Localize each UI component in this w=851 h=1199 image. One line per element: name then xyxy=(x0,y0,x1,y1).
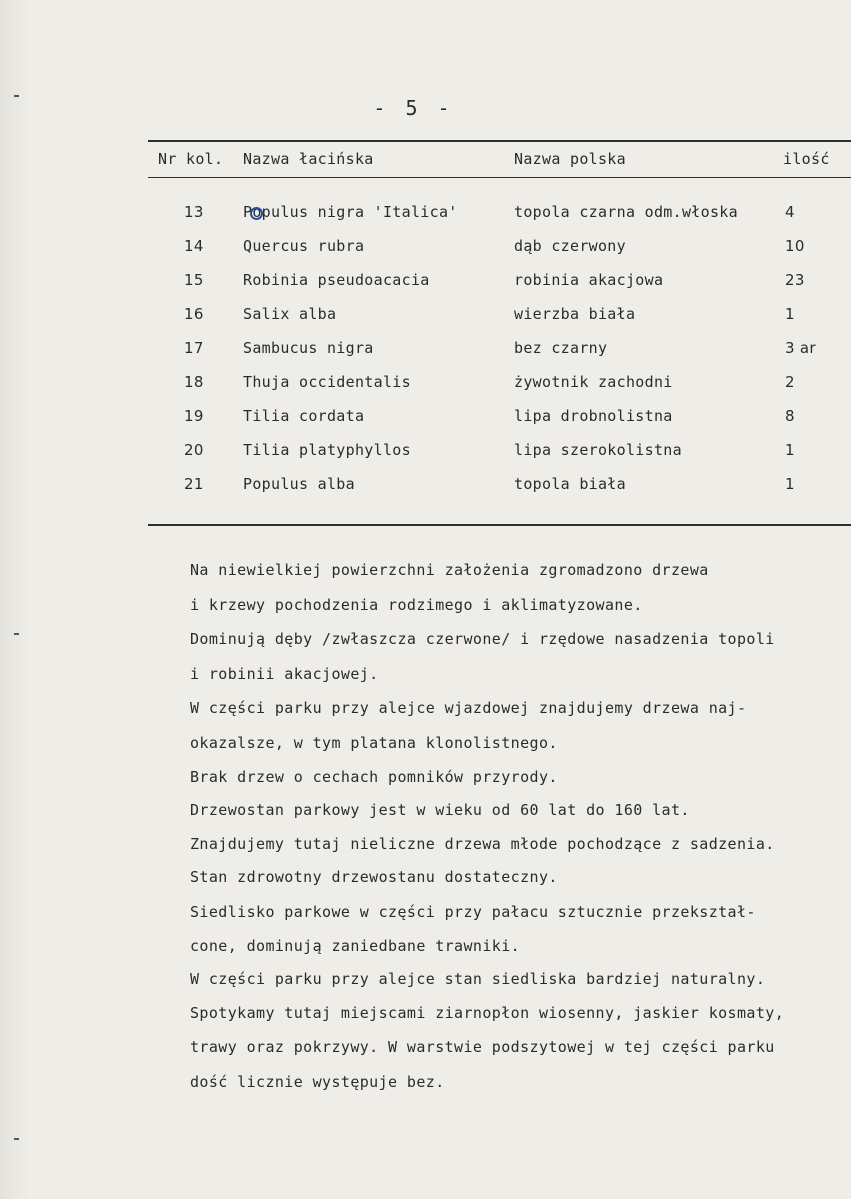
row-latin-name: Populus nigra 'Italica' xyxy=(243,203,458,221)
table-row xyxy=(0,407,851,441)
text-line: Na niewielkiej powierzchni założenia zgromadzono drzewa xyxy=(190,561,709,579)
margin-tick xyxy=(14,1138,19,1140)
text-line: Stan zdrowotny drzewostanu dostateczny. xyxy=(190,868,558,886)
table-row xyxy=(0,441,851,475)
row-nr: 20 xyxy=(184,441,204,459)
header-quantity: ilość xyxy=(783,150,830,168)
row-quantity: 2 xyxy=(785,373,795,391)
text-line: Brak drzew o cechach pomników przyrody. xyxy=(190,768,558,786)
text-line: i krzewy pochodzenia rodzimego i aklimatyzowane. xyxy=(190,596,643,614)
text-line: dość licznie występuje bez. xyxy=(190,1073,445,1091)
row-latin-name: Robinia pseudoacacia xyxy=(243,271,430,289)
row-polish-name: topola biała xyxy=(514,475,626,493)
row-polish-name: żywotnik zachodni xyxy=(514,373,673,391)
row-quantity: 1 xyxy=(785,441,795,459)
page-edge xyxy=(0,0,30,1199)
header-polish-name: Nazwa polska xyxy=(514,150,626,168)
row-polish-name: topola czarna odm.włoska xyxy=(514,203,738,221)
row-latin-name: Tilia cordata xyxy=(243,407,365,425)
row-latin-name: Populus alba xyxy=(243,475,355,493)
row-quantity: 8 xyxy=(785,407,795,425)
text-line: W części parku przy alejce wjazdowej znajdujemy drzewa naj- xyxy=(190,699,747,717)
row-quantity: 3 ar xyxy=(785,339,816,357)
text-line: Drzewostan parkowy jest w wieku od 60 lat do 160 lat. xyxy=(190,801,690,819)
text-line: Siedlisko parkowe w części przy pałacu sztucznie przekształ- xyxy=(190,903,756,921)
row-quantity: 23 xyxy=(785,271,805,289)
row-quantity: 1 xyxy=(785,475,795,493)
row-latin-name: Thuja occidentalis xyxy=(243,373,411,391)
text-line: okazalsze, w tym platana klonolistnego. xyxy=(190,734,558,752)
row-quantity: 10 xyxy=(785,237,805,255)
row-quantity: 4 xyxy=(785,203,795,221)
row-nr: 17 xyxy=(184,339,204,357)
row-nr: 16 xyxy=(184,305,204,323)
text-line: trawy oraz pokrzywy. W warstwie podszytowej w tej części parku xyxy=(190,1038,775,1056)
table-row xyxy=(0,475,851,509)
pen-correction-mark xyxy=(250,207,263,220)
row-polish-name: lipa drobnolistna xyxy=(514,407,673,425)
table-row xyxy=(0,339,851,373)
row-nr: 18 xyxy=(184,373,204,391)
text-line: Spotykamy tutaj miejscami ziarnopłon wiosenny, jaskier kosmaty, xyxy=(190,1004,785,1022)
text-line: Znajdujemy tutaj nieliczne drzewa młode pochodzące z sadzenia. xyxy=(190,835,775,853)
row-polish-name: robinia akacjowa xyxy=(514,271,664,289)
table-bottom-rule xyxy=(148,524,851,526)
table-top-rule xyxy=(148,140,851,142)
margin-tick xyxy=(14,633,19,635)
row-latin-name: Quercus rubra xyxy=(243,237,365,255)
table-header-rule xyxy=(148,177,851,178)
row-polish-name: dąb czerwony xyxy=(514,237,626,255)
text-line: cone, dominują zaniedbane trawniki. xyxy=(190,937,521,955)
text-line: i robinii akacjowej. xyxy=(190,665,379,683)
table-row xyxy=(0,271,851,305)
row-nr: 15 xyxy=(184,271,204,289)
row-polish-name: bez czarny xyxy=(514,339,608,357)
row-quantity: 1 xyxy=(785,305,795,323)
row-polish-name: wierzba biała xyxy=(514,305,636,323)
row-nr: 14 xyxy=(184,237,204,255)
text-line: Dominują dęby /zwłaszcza czerwone/ i rzędowe nasadzenia topoli xyxy=(190,630,775,648)
row-latin-name: Sambucus nigra xyxy=(243,339,374,357)
table-row xyxy=(0,305,851,339)
text-line: W części parku przy alejce stan siedliska bardziej naturalny. xyxy=(190,970,766,988)
row-nr: 19 xyxy=(184,407,204,425)
row-polish-name: lipa szerokolistna xyxy=(514,441,682,459)
row-latin-name: Salix alba xyxy=(243,305,337,323)
row-latin-name: Tilia platyphyllos xyxy=(243,441,411,459)
header-nr: Nr kol. xyxy=(158,150,224,168)
table-row xyxy=(0,203,851,237)
row-nr: 13 xyxy=(184,203,204,221)
page-number: - 5 - xyxy=(373,96,454,120)
header-latin-name: Nazwa łacińska xyxy=(243,150,374,168)
table-row xyxy=(0,237,851,271)
row-nr: 21 xyxy=(184,475,204,493)
table-row xyxy=(0,373,851,407)
